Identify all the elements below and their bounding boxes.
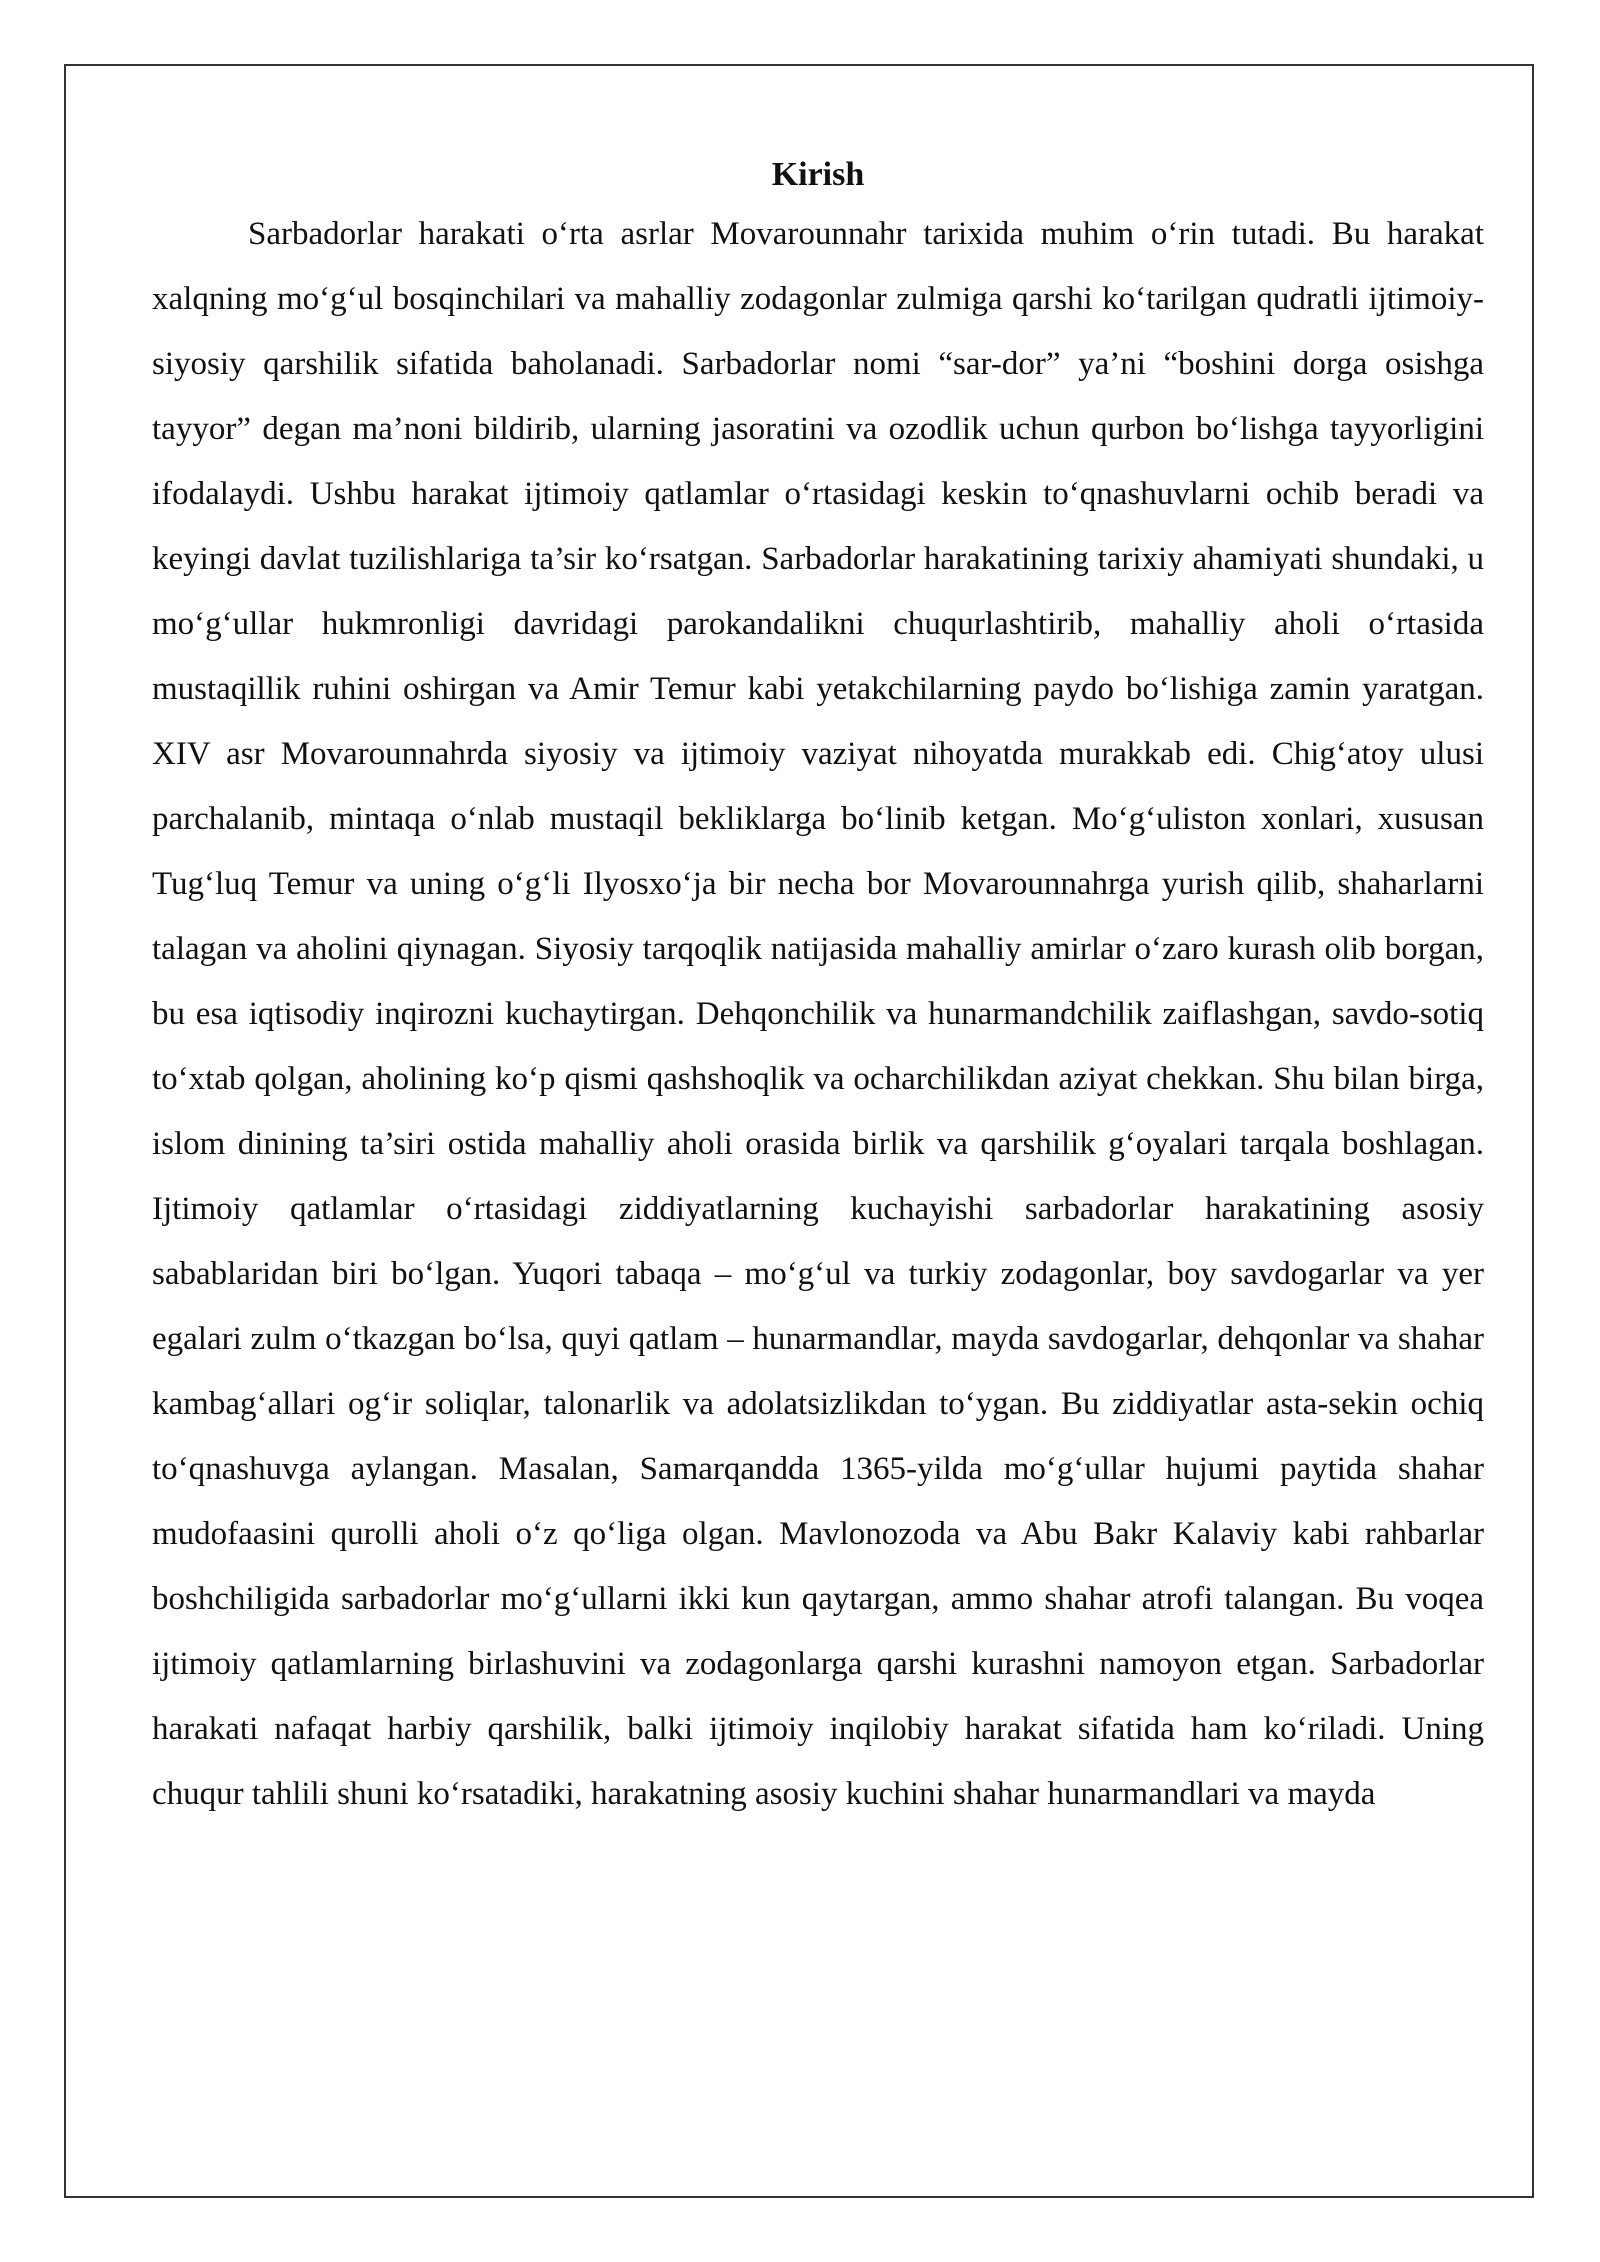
page-title: Kirish [771, 156, 865, 193]
body-paragraph: Sarbadorlar harakati o‘rta asrlar Movarounnahr tarixida muhim o‘rin tutadi. Bu harakat xalqning mo‘g‘ul bosqinchilari va mahalliy zodagonlar zulmiga qarshi ko‘tarilgan qudratli ijtimoiy-siyosiy qarshilik sifatida baholanadi. Sarbadorlar nomi “sar-dor” ya’ni “boshini dorga osishga tayyor” degan ma’noni bildirib, ularning jasoratini va ozodlik uchun qurbon bo‘lishga tayyorligini ifodalaydi. Ushbu harakat ijtimoiy qatlamlar o‘rtasidagi keskin to‘qnashuvlarni ochib beradi va keyingi davlat tuzilishlariga ta’sir ko‘rsatgan. Sarbadorlar harakatining tarixiy ahamiyati shundaki, u mo‘g‘ullar hukmronligi davridagi parokandalikni chuqurlashtirib, mahalliy aholi o‘rtasida mustaqillik ruhini oshirgan va Amir Temur kabi yetakchilarning paydo bo‘lishiga zamin yaratgan. XIV asr Movarounnahrda siyosiy va ijtimoiy vaziyat nihoyatda murakkab edi. Chig‘atoy ulusi parchalanib, mintaqa o‘nlab mustaqil bekliklarga bo‘linib ketgan. Mo‘g‘uliston xonlari, xususan Tug‘luq Temur va uning o‘g‘li Ilyosxo‘ja bir necha bor Movarounnahrga yurish qilib, shaharlarni talagan va aholini qiynagan. Siyosiy tarqoqlik natijasida mahalliy amirlar o‘zaro kurash olib borgan, bu esa iqtisodiy inqirozni kuchaytirgan. Dehqonchilik va hunarmandchilik zaiflashgan, savdo-sotiq to‘xtab qolgan, aholining ko‘p qismi qashshoqlik va ocharchilikdan aziyat chekkan. Shu bilan birga, islom dinining ta’siri ostida mahalliy aholi orasida birlik va qarshilik g‘oyalari tarqala boshlagan. Ijtimoiy qatlamlar o‘rtasidagi ziddiyatlarning kuchayishi sarbadorlar harakatining asosiy sabablaridan biri bo‘lgan. Yuqori tabaqa – mo‘g‘ul va turkiy zodagonlar, boy savdogarlar va yer egalari zulm o‘tkazgan bo‘lsa, quyi qatlam – hunarmandlar, mayda savdogarlar, dehqonlar va shahar kambag‘allari og‘ir soliqlar, talonarlik va adolatsizlikdan to‘ygan. Bu ziddiyatlar asta-sekin ochiq to‘qnashuvga aylangan. Masalan, Samarqandda 1365-yilda mo‘g‘ullar hujumi paytida shahar mudofaasini qurolli aholi o‘z qo‘liga olgan. Mavlonozoda va Abu Bakr Kalaviy kabi rahbarlar boshchiligida sarbadorlar mo‘g‘ullarni ikki kun qaytargan, ammo shahar atrofi talangan. Bu voqea ijtimoiy qatlamlarning birlashuvini va zodagonlarga qarshi kurashni namoyon etgan. Sarbadorlar harakati nafaqat harbiy qarshilik, balki ijtimoiy inqilobiy harakat sifatida ham ko‘riladi. Uning chuqur tahlili shuni ko‘rsatadiki, harakatning asosiy kuchini shahar hunarmandlari va mayda [152, 216, 1484, 1812]
document-content [152, 150, 1484, 1827]
